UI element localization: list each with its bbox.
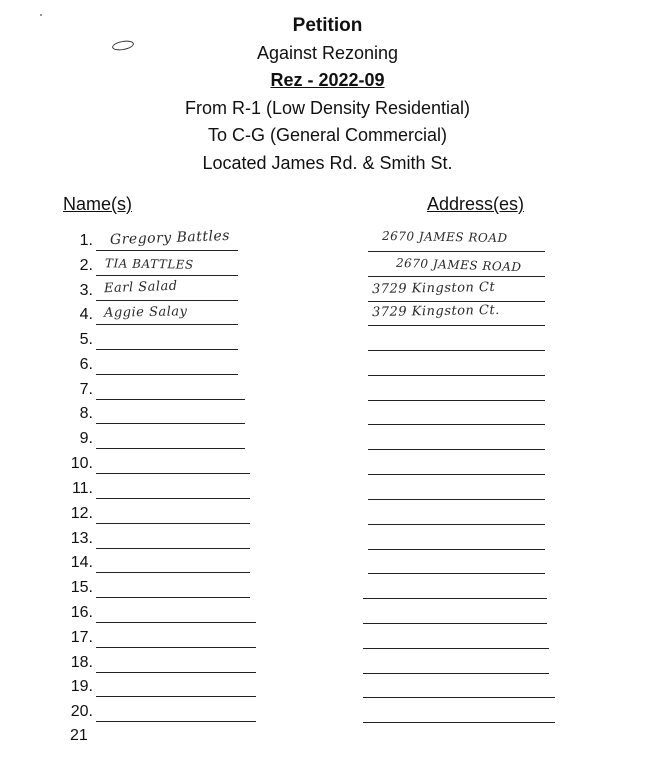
name-field[interactable]	[96, 374, 238, 375]
name-field[interactable]	[96, 572, 250, 573]
row-number: 13.	[70, 530, 93, 547]
name-field[interactable]	[96, 399, 245, 400]
row-number: 17.	[70, 629, 93, 646]
address-field[interactable]	[368, 549, 545, 550]
table-row	[0, 578, 600, 602]
case-number: Rez - 2022-09	[270, 70, 385, 90]
handwritten-address: 2670 JAMES ROAD	[395, 255, 522, 275]
address-field[interactable]	[368, 424, 545, 425]
table-row	[0, 653, 600, 677]
address-field[interactable]	[363, 623, 547, 624]
row-number: 15.	[70, 579, 93, 596]
table-row	[0, 677, 600, 701]
name-field[interactable]	[96, 349, 238, 350]
table-row	[0, 628, 600, 652]
page-title: Petition	[292, 15, 363, 36]
petition-header	[0, 12, 655, 177]
name-field[interactable]	[96, 448, 245, 449]
address-field[interactable]	[363, 673, 549, 674]
page-subtitle: Against Rezoning	[256, 42, 399, 63]
address-field[interactable]	[368, 449, 545, 450]
row-number: 2.	[79, 257, 93, 274]
names-column-heading: Name(s)	[63, 194, 133, 214]
address-field[interactable]	[368, 350, 545, 351]
handwritten-name: Earl Salad	[103, 278, 178, 297]
handwritten-address: 3729 Kingston Ct.	[371, 302, 500, 321]
row-number: 11.	[71, 480, 93, 497]
table-row	[0, 256, 600, 280]
table-row	[0, 227, 600, 255]
address-field[interactable]	[363, 722, 555, 723]
name-field[interactable]	[96, 423, 245, 424]
zoning-from: From R-1 (Low Density Residential)	[184, 97, 471, 118]
addresses-column-heading: Address(es)	[427, 194, 525, 214]
table-row	[0, 603, 600, 627]
table-row	[0, 278, 600, 305]
row-number: 4.	[79, 306, 93, 323]
location: Located James Rd. & Smith St.	[202, 152, 453, 173]
name-field[interactable]	[96, 250, 238, 251]
table-row	[0, 404, 600, 428]
row-number: 8.	[79, 405, 93, 422]
address-field[interactable]	[368, 474, 545, 475]
table-row	[0, 702, 600, 726]
row-number: 14.	[70, 554, 93, 571]
row-number: 9.	[79, 430, 93, 447]
table-row	[0, 504, 600, 528]
handwritten-name: TIA BATTLES	[104, 256, 194, 272]
table-row	[0, 380, 600, 404]
table-row	[0, 355, 600, 379]
table-row	[0, 429, 600, 453]
name-field[interactable]	[96, 498, 250, 499]
row-number: 20.	[70, 703, 93, 720]
partial-row-number: 21	[70, 727, 88, 744]
row-number: 3.	[79, 282, 93, 299]
handwritten-address: 3729 Kingston Ct	[371, 279, 496, 298]
name-field[interactable]	[96, 324, 238, 325]
name-field[interactable]	[96, 548, 250, 549]
row-number: 6.	[79, 356, 93, 373]
row-number: 1.	[79, 232, 93, 249]
row-number: 18.	[70, 654, 93, 671]
table-row	[0, 330, 600, 354]
row-number: 16.	[70, 604, 93, 621]
address-field[interactable]	[368, 276, 545, 277]
zoning-to: To C-G (General Commercial)	[207, 125, 448, 145]
address-field[interactable]	[368, 499, 545, 500]
handwritten-address: 2670 JAMES ROAD	[381, 228, 508, 246]
name-field[interactable]	[96, 672, 256, 673]
name-field[interactable]	[96, 696, 256, 697]
address-field[interactable]	[368, 400, 545, 401]
name-field[interactable]	[96, 473, 250, 474]
address-field[interactable]	[368, 524, 545, 525]
row-number: 10.	[70, 455, 93, 472]
handwritten-name: Aggie Salay	[103, 304, 188, 321]
address-field[interactable]	[363, 648, 549, 649]
address-field[interactable]	[363, 598, 547, 599]
table-row	[0, 529, 600, 553]
table-row	[0, 553, 600, 577]
address-field[interactable]	[368, 301, 545, 302]
address-field[interactable]	[368, 573, 545, 574]
address-field[interactable]	[363, 697, 555, 698]
name-field[interactable]	[96, 622, 256, 623]
row-number: 12.	[70, 505, 93, 522]
name-field[interactable]	[96, 523, 250, 524]
row-number: 19.	[70, 678, 93, 695]
table-row	[0, 479, 600, 503]
name-field[interactable]	[96, 647, 256, 648]
row-number: 7.	[79, 381, 93, 398]
name-field[interactable]	[96, 597, 250, 598]
name-field[interactable]	[96, 275, 238, 276]
row-number: 5.	[79, 331, 93, 348]
handwritten-name: Gregory Battles	[109, 227, 231, 249]
address-field[interactable]	[368, 251, 545, 252]
table-row	[0, 454, 600, 478]
address-field[interactable]	[368, 325, 545, 326]
name-field[interactable]	[96, 300, 238, 301]
name-field[interactable]	[96, 721, 256, 722]
table-row	[0, 302, 600, 329]
address-field[interactable]	[368, 375, 545, 376]
